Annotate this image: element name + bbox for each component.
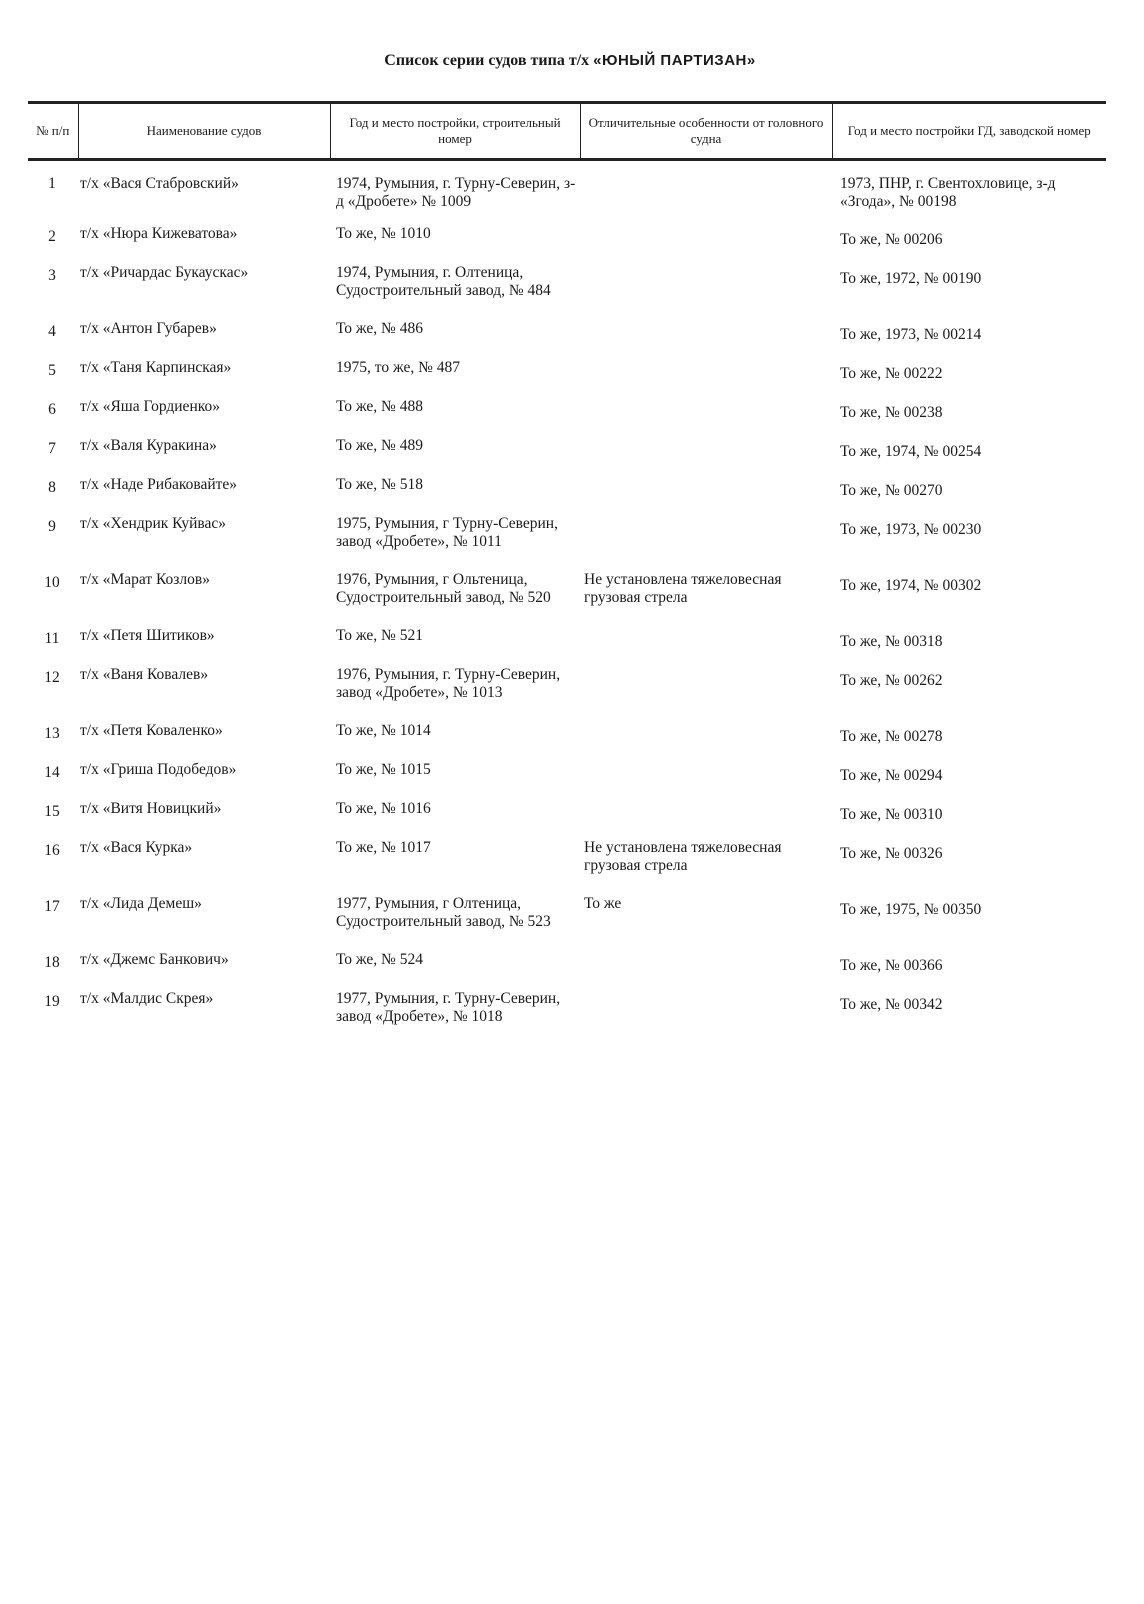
cell-diff xyxy=(580,359,832,398)
cell-diff: Не установлена тяжеловесная грузовая стрела xyxy=(584,839,782,874)
cell-num: 17 xyxy=(44,898,60,915)
cell-name: т/х «Яша Гордиенко» xyxy=(80,398,220,415)
cell-build: 1975, то же, № 487 xyxy=(336,359,460,376)
cell-gd: То же, № 00262 xyxy=(840,672,943,689)
cell-build: То же, № 1017 xyxy=(336,839,431,856)
cell-diff xyxy=(580,515,832,571)
cell-gd: То же, 1973, № 00230 xyxy=(840,521,982,538)
cell-gd: То же, № 00278 xyxy=(840,728,943,745)
cell-num: 9 xyxy=(48,518,56,535)
cell-name: т/х «Петя Коваленко» xyxy=(80,722,223,739)
cell-name: т/х «Марат Козлов» xyxy=(80,571,210,588)
cell-gd: То же, № 00366 xyxy=(840,957,943,974)
header-gd: Год и место постройки ГД, заводской номер xyxy=(832,103,1106,160)
cell-diff xyxy=(580,990,832,1046)
cell-diff xyxy=(580,476,832,515)
cell-gd: То же, № 00318 xyxy=(840,633,943,650)
cell-diff xyxy=(580,264,832,320)
cell-gd: То же, № 00222 xyxy=(840,365,943,382)
table-row xyxy=(28,990,1106,1046)
cell-num: 15 xyxy=(44,803,60,820)
cell-build: То же, № 518 xyxy=(336,476,423,493)
cell-diff: Не установлена тяжеловесная грузовая стрела xyxy=(584,571,782,606)
table-row xyxy=(28,476,1106,515)
table-row xyxy=(28,359,1106,398)
cell-gd: То же, № 00206 xyxy=(840,231,943,248)
cell-gd: То же, 1974, № 00254 xyxy=(840,443,982,460)
table-row xyxy=(28,800,1106,839)
cell-name: т/х «Валя Куракина» xyxy=(80,437,217,454)
table-row xyxy=(28,437,1106,476)
cell-num: 4 xyxy=(48,323,56,340)
cell-num: 13 xyxy=(44,725,60,742)
cell-num: 7 xyxy=(48,440,56,457)
cell-name: т/х «Наде Рибаковайте» xyxy=(80,476,238,493)
cell-build: То же, № 489 xyxy=(336,437,423,454)
ship-list-table xyxy=(28,101,1106,1046)
header-diff: Отличительные особенности от головного судна xyxy=(580,103,832,160)
cell-num: 8 xyxy=(48,479,56,496)
cell-build: 1975, Румыния, г Турну-Северин, завод «Дробете», № 1011 xyxy=(336,515,558,550)
cell-build: 1977, Румыния, г. Турну-Северин, завод «Дробете», № 1018 xyxy=(336,990,561,1025)
cell-gd: То же, 1973, № 00214 xyxy=(840,326,982,343)
cell-num: 1 xyxy=(48,175,56,192)
cell-diff xyxy=(580,160,832,226)
cell-build: То же, № 524 xyxy=(336,951,423,968)
cell-num: 5 xyxy=(48,362,56,379)
table-row xyxy=(28,627,1106,666)
cell-build: 1976, Румыния, г Ольтеница, Судостроительный завод, № 520 xyxy=(336,571,551,606)
cell-name: т/х «Витя Новицкий» xyxy=(80,800,222,817)
cell-name: т/х «Ваня Ковалев» xyxy=(80,666,209,683)
cell-gd: То же, 1972, № 00190 xyxy=(840,270,982,287)
cell-build: 1974, Румыния, г. Турну-Северин, з-д «Дробете» № 1009 xyxy=(336,175,576,210)
cell-diff xyxy=(580,437,832,476)
cell-name: т/х «Хендрик Куйвас» xyxy=(80,515,227,532)
cell-num: 12 xyxy=(44,669,60,686)
cell-build: То же, № 1016 xyxy=(336,800,431,817)
cell-name: т/х «Вася Курка» xyxy=(80,839,193,856)
cell-build: То же, № 486 xyxy=(336,320,423,337)
cell-gd: 1973, ПНР, г. Свентохловице, з-д «Згода», № 00198 xyxy=(840,175,1056,210)
cell-diff xyxy=(580,800,832,839)
cell-gd: То же, № 00342 xyxy=(840,996,943,1013)
header-name: Наименование судов xyxy=(78,103,330,160)
table-row xyxy=(28,398,1106,437)
cell-gd: То же, 1975, № 00350 xyxy=(840,901,982,918)
cell-name: т/х «Антон Губарев» xyxy=(80,320,217,337)
cell-name: т/х «Таня Карпинская» xyxy=(80,359,232,376)
cell-name: т/х «Лида Демеш» xyxy=(80,895,202,912)
cell-num: 6 xyxy=(48,401,56,418)
cell-name: т/х «Петя Шитиков» xyxy=(80,627,215,644)
cell-build: То же, № 1010 xyxy=(336,225,431,242)
cell-gd: То же, № 00310 xyxy=(840,806,943,823)
cell-gd: То же, 1974, № 00302 xyxy=(840,577,982,594)
cell-name: т/х «Вася Стабровский» xyxy=(80,175,239,192)
cell-name: т/х «Джемс Банкович» xyxy=(80,951,229,968)
table-row xyxy=(28,515,1106,571)
cell-build: То же, № 521 xyxy=(336,627,423,644)
cell-name: т/х «Ричардас Букаускас» xyxy=(80,264,249,281)
header-build: Год и место постройки, строительный номер xyxy=(330,103,580,160)
cell-num: 14 xyxy=(44,764,60,781)
table-row xyxy=(28,951,1106,990)
cell-build: То же, № 1015 xyxy=(336,761,431,778)
title-prefix: Список серии судов типа т/х xyxy=(384,52,590,69)
table-row xyxy=(28,160,1106,226)
cell-gd: То же, № 00270 xyxy=(840,482,943,499)
table-row xyxy=(28,722,1106,761)
table-row xyxy=(28,264,1106,320)
cell-diff: То же xyxy=(584,895,622,912)
cell-diff xyxy=(580,666,832,722)
cell-diff xyxy=(580,761,832,800)
cell-build: 1976, Румыния, г. Турну-Северин, завод «Дробете», № 1013 xyxy=(336,666,561,701)
cell-diff xyxy=(580,320,832,359)
cell-diff xyxy=(580,225,832,264)
cell-gd: То же, № 00294 xyxy=(840,767,943,784)
table-row xyxy=(28,761,1106,800)
cell-num: 10 xyxy=(44,574,60,591)
table-row xyxy=(28,839,1106,895)
title-ship-type: «ЮНЫЙ ПАРТИЗАН» xyxy=(593,52,756,69)
cell-num: 18 xyxy=(44,954,60,971)
table-row xyxy=(28,895,1106,951)
table-row xyxy=(28,666,1106,722)
table-body xyxy=(28,160,1106,1047)
cell-build: То же, № 1014 xyxy=(336,722,431,739)
cell-gd: То же, № 00326 xyxy=(840,845,943,862)
cell-name: т/х «Гриша Подобедов» xyxy=(80,761,237,778)
cell-gd: То же, № 00238 xyxy=(840,404,943,421)
cell-diff xyxy=(580,398,832,437)
cell-build: 1974, Румыния, г. Олтеница, Судостроительный завод, № 484 xyxy=(336,264,551,299)
cell-num: 11 xyxy=(44,630,60,647)
table-row xyxy=(28,320,1106,359)
cell-build: 1977, Румыния, г Олтеница, Судостроительный завод, № 523 xyxy=(336,895,551,930)
cell-diff xyxy=(580,722,832,761)
table-row xyxy=(28,571,1106,627)
page-title xyxy=(170,52,970,70)
cell-num: 3 xyxy=(48,267,56,284)
cell-num: 19 xyxy=(44,993,60,1010)
cell-build: То же, № 488 xyxy=(336,398,423,415)
header-num: № п/п xyxy=(28,103,78,160)
cell-diff xyxy=(580,951,832,990)
table-row xyxy=(28,225,1106,264)
cell-num: 2 xyxy=(48,228,56,245)
cell-name: т/х «Нюра Кижеватова» xyxy=(80,225,238,242)
cell-name: т/х «Малдис Скрея» xyxy=(80,990,214,1007)
cell-diff xyxy=(580,627,832,666)
table-header xyxy=(28,103,1106,160)
cell-num: 16 xyxy=(44,842,60,859)
